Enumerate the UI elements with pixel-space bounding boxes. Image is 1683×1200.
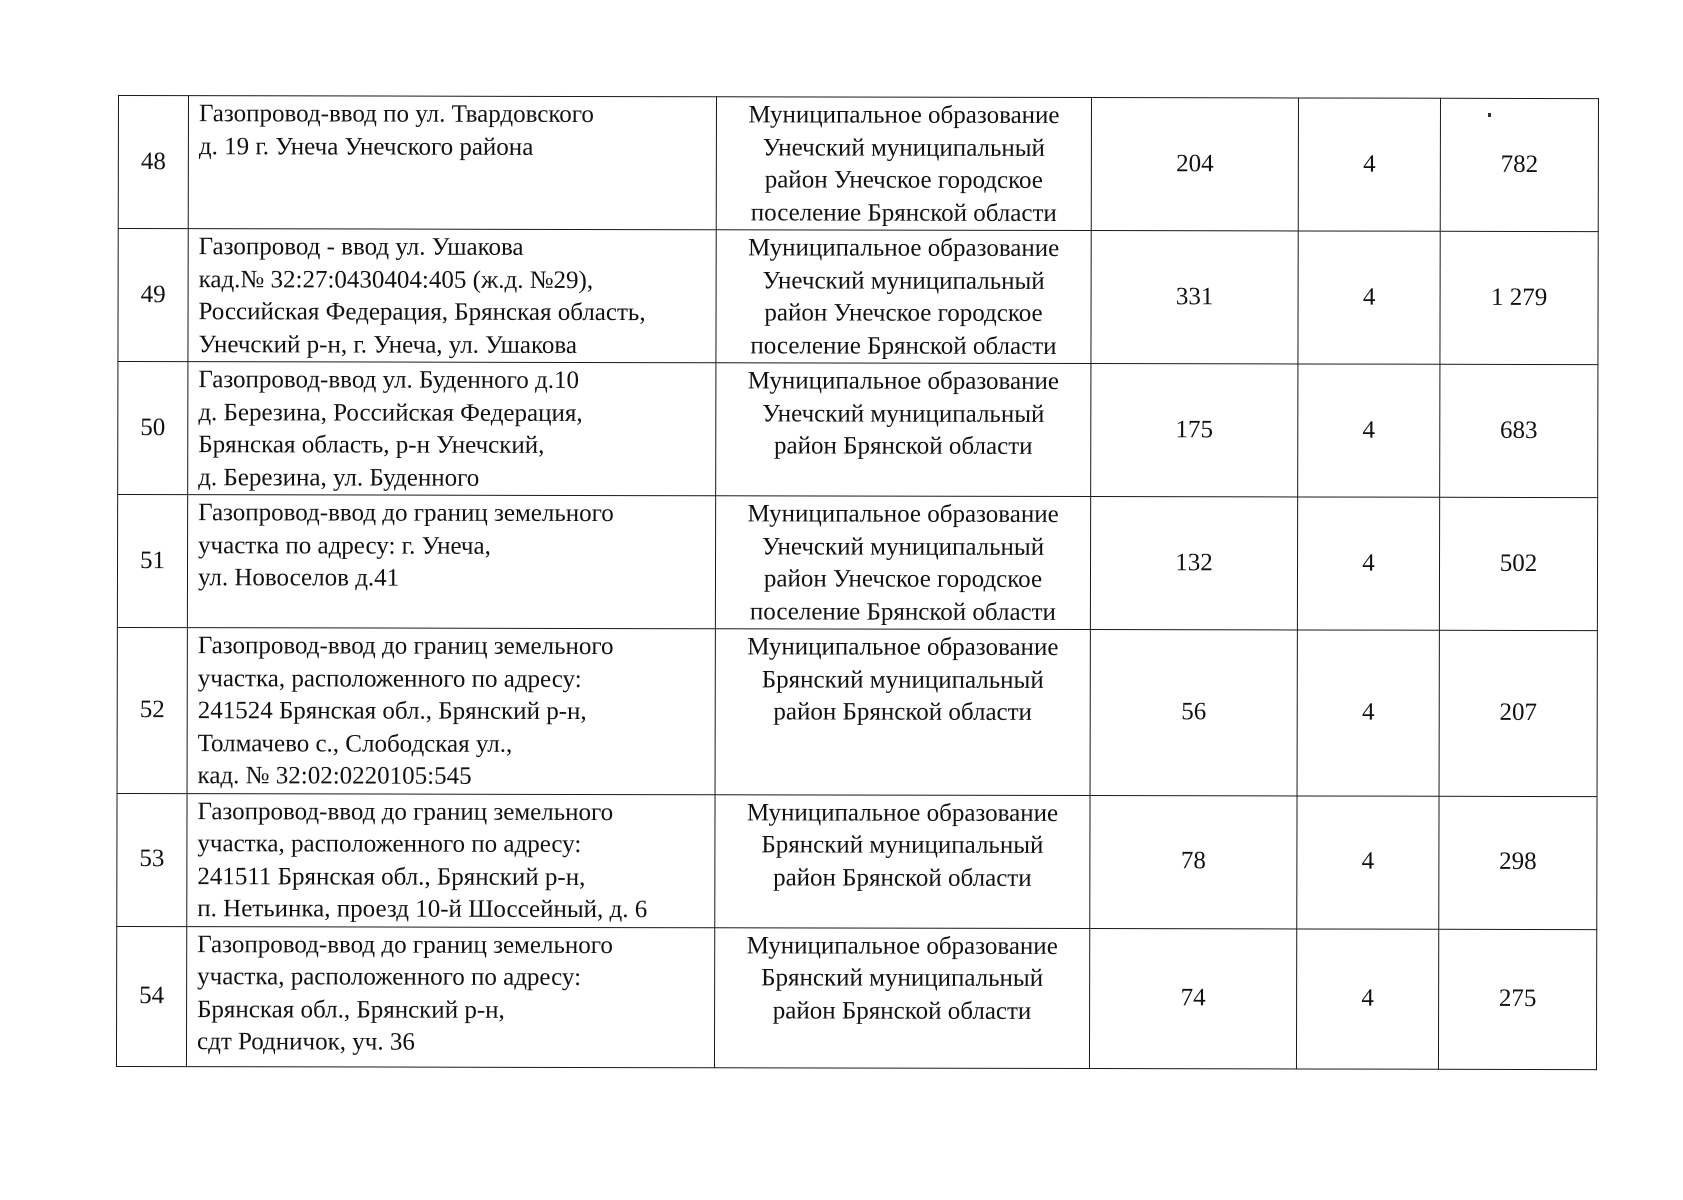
owner-cell (716, 97, 1091, 231)
object-name-line: ул. Новоселов д.41 (197, 564, 400, 592)
length-cell: 204 (1091, 98, 1298, 231)
owner-line: Унечский муниципальный (762, 133, 1045, 162)
category-cell: 4 (1297, 497, 1439, 630)
object-name-line: участка, расположенного по адресу: (197, 830, 582, 858)
row-number-cell: 52 (117, 627, 187, 793)
owner-line: Муниципальное образование (748, 234, 1060, 262)
table-row (118, 229, 1598, 365)
owner-cell (715, 794, 1090, 928)
table-row (117, 793, 1597, 929)
table-row (118, 362, 1598, 498)
row-number-cell: 48 (118, 96, 188, 229)
owner-cell (716, 363, 1091, 497)
object-name-line: кад.№ 32:27:0430404:405 (ж.д. №29), (198, 265, 594, 294)
object-name-line: Газопровод-ввод до границ земельного (198, 499, 614, 528)
owner-line: район Брянской области (773, 432, 1033, 460)
owner-line: поселение Брянской области (750, 198, 1057, 227)
object-name-line: сдт Родничок, уч. 36 (196, 1028, 415, 1056)
row-number-cell: 53 (117, 793, 187, 926)
value-cell: 683 (1440, 364, 1598, 497)
length-cell: 331 (1091, 231, 1298, 364)
owner-line: поселение Брянской области (750, 331, 1057, 360)
length-cell: 175 (1091, 364, 1298, 497)
owner-line: Муниципальное образование (748, 101, 1060, 129)
owner-line: Муниципальное образование (747, 633, 1059, 661)
table-row (117, 495, 1597, 631)
object-name-line: Газопровод-ввод до границ земельного (197, 632, 614, 661)
category-cell: 4 (1297, 630, 1439, 796)
owner-line: Муниципальное образование (746, 931, 1058, 960)
object-name-line: Газопровод - ввод ул. Ушакова (198, 233, 524, 261)
object-name-line: участка, расположенного по адресу: (197, 963, 582, 991)
owner-line: Муниципальное образование (747, 500, 1059, 528)
category-cell: 4 (1297, 795, 1439, 928)
owner-cell (715, 496, 1090, 630)
owner-cell (716, 230, 1091, 364)
object-name-line: Газопровод-ввод до границ земельного (197, 930, 613, 959)
owner-cell (714, 927, 1089, 1068)
owner-line: район Брянской области (773, 863, 1032, 892)
object-name-cell (187, 628, 715, 795)
owner-line: Унечский муниципальный (762, 266, 1045, 295)
category-cell: 4 (1298, 364, 1440, 497)
object-name-cell (188, 229, 716, 363)
value-cell: 298 (1439, 796, 1597, 929)
object-name-line: д. Березина, Российская Федерация, (198, 398, 583, 427)
object-name-line: Брянская обл., Брянский р-н, (197, 995, 505, 1024)
object-name-line: Газопровод-ввод до границ земельного (197, 797, 614, 826)
category-cell: 4 (1298, 98, 1440, 231)
value-cell: 207 (1439, 630, 1597, 796)
length-cell: 74 (1089, 928, 1296, 1068)
object-name-cell (188, 96, 716, 230)
length-cell: 78 (1090, 795, 1297, 928)
object-name-line: Газопровод-ввод ул. Буденного д.10 (198, 366, 580, 394)
object-name-line: 241511 Брянская обл., Брянский р-н, (197, 862, 586, 891)
object-name-line: д. Березина, ул. Буденного (198, 463, 480, 492)
owner-line: район Унечское городское (764, 299, 1043, 327)
table-row (118, 96, 1598, 232)
category-cell: 4 (1298, 231, 1440, 364)
object-name-line: участка, расположенного по адресу: (197, 664, 582, 693)
object-name-line: Брянская область, р-н Унечский, (198, 431, 545, 459)
value-cell: 275 (1438, 929, 1596, 1069)
category-cell: 4 (1296, 928, 1438, 1068)
owner-line: Унечский муниципальный (761, 532, 1045, 561)
object-name-line: Унечский р-н, г. Унеча, ул. Ушакова (198, 330, 578, 359)
object-name-line: кад. № 32:02:0220105:545 (197, 762, 472, 790)
object-name-line: д. 19 г. Унеча Унечского района (198, 132, 534, 161)
object-name-line: участка по адресу: г. Унеча, (198, 531, 491, 560)
owner-line: район Унечское городское (764, 166, 1043, 194)
owner-line: Брянский муниципальный (761, 831, 1044, 859)
owner-line: Брянский муниципальный (761, 665, 1044, 694)
object-name-line: Газопровод-ввод по ул. Твардовского (198, 100, 594, 128)
owner-cell (715, 629, 1090, 795)
owner-line: Брянский муниципальный (761, 964, 1044, 992)
table-body (116, 96, 1598, 1070)
object-name-cell (187, 793, 715, 927)
owner-line: район Брянской области (772, 996, 1032, 1025)
value-cell: 1 279 (1440, 231, 1598, 364)
object-name-line: п. Нетьинка, проезд 10-й Шоссейный, д. 6 (197, 895, 648, 924)
length-cell: 56 (1090, 630, 1297, 796)
row-number-cell: 49 (118, 229, 188, 362)
object-name-line: Толмачево с., Слободская ул., (197, 729, 513, 758)
object-name-cell (186, 926, 714, 1067)
value-cell: 782 (1440, 98, 1598, 231)
object-name-cell (188, 362, 716, 496)
length-cell: 132 (1090, 497, 1297, 630)
owner-line: Унечский муниципальный (762, 399, 1045, 428)
table-row (117, 627, 1597, 796)
scan-speck (1488, 113, 1491, 117)
row-number-cell: 51 (117, 495, 187, 628)
object-name-line: Российская Федерация, Брянская область, (198, 298, 646, 327)
owner-line: район Брянской области (773, 698, 1032, 726)
owner-line: поселение Брянской области (749, 597, 1056, 626)
owner-line: Муниципальное образование (746, 798, 1059, 827)
owner-line: Муниципальное образование (747, 367, 1060, 395)
row-number-cell: 50 (118, 362, 188, 495)
table-row (116, 926, 1596, 1069)
object-name-cell (187, 495, 715, 629)
gas-pipeline-table (116, 95, 1599, 1070)
object-name-line: 241524 Брянская обл., Брянский р-н, (197, 697, 587, 725)
row-number-cell: 54 (116, 926, 186, 1066)
value-cell: 502 (1439, 497, 1597, 630)
owner-line: район Унечское городское (763, 565, 1043, 593)
